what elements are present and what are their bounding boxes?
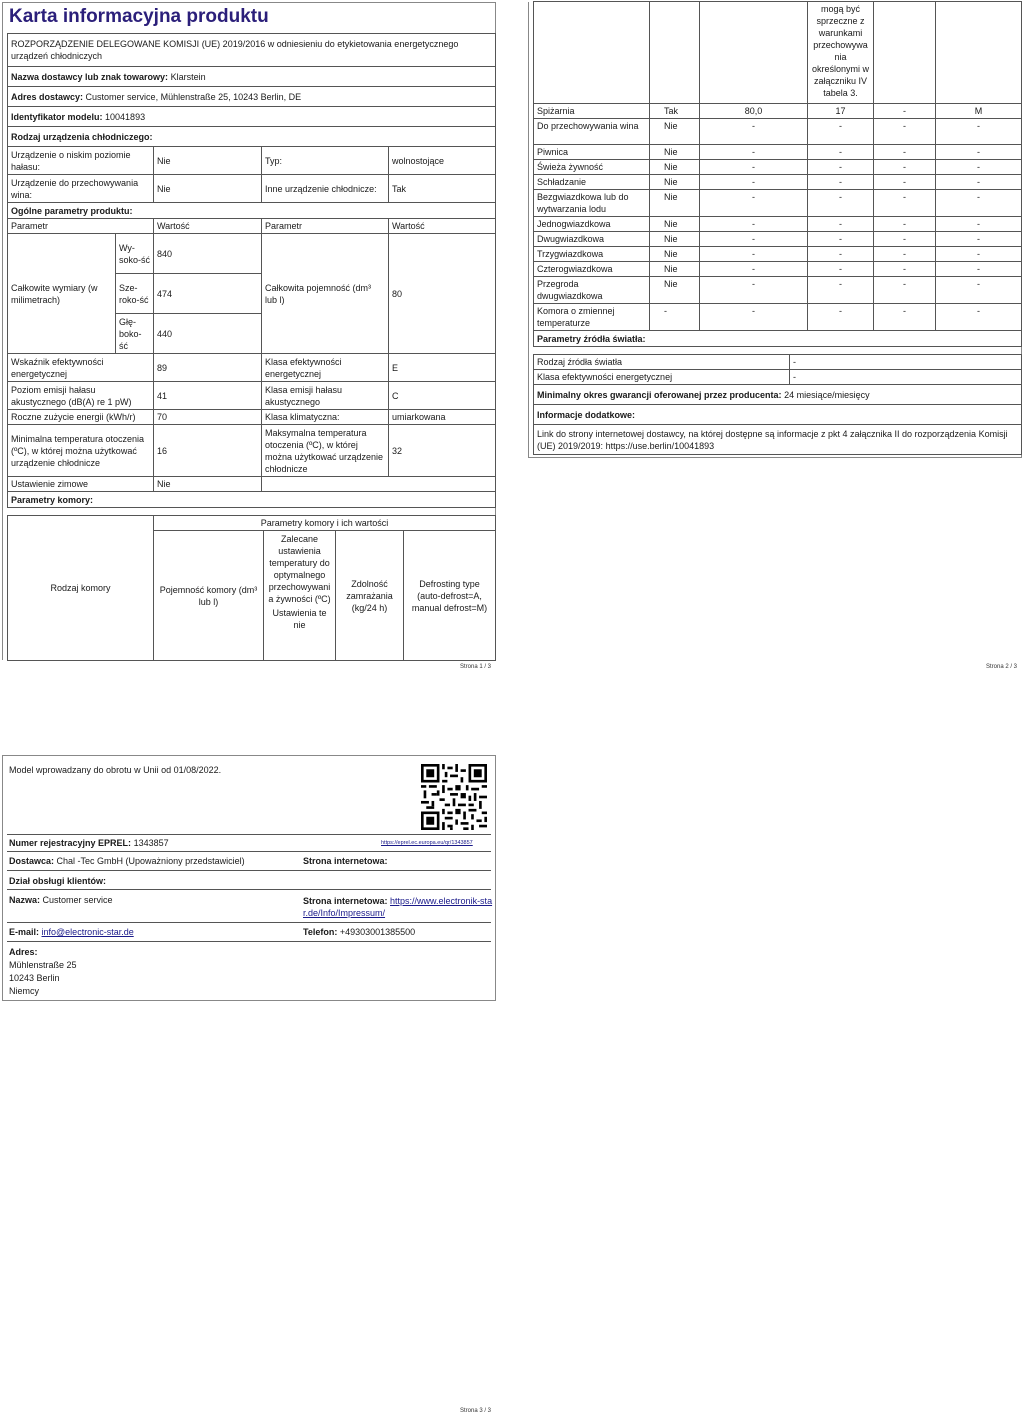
comp-volume-label: Pojemność komory (dm³ lub l) [154, 531, 264, 661]
compartment-present: Nie [650, 217, 700, 232]
compartment-temp: - [808, 232, 874, 247]
dealer-row: Dostawca: Chal -Tec GmbH (Upoważniony przedstawiciel) [9, 856, 245, 866]
comp-params-label: Parametry komory i ich wartości [154, 516, 496, 531]
additional-heading: Informacje dodatkowe: [534, 405, 1022, 425]
light-class-value: - [790, 370, 1022, 385]
compartment-name: Jednogwiazdkowa [534, 217, 650, 232]
page-number-2: Strona 2 / 3 [986, 664, 1018, 670]
height-label: Wy-soko-ść [116, 234, 154, 274]
compartment-defrost: - [936, 304, 1022, 331]
compartment-freeze: - [874, 232, 936, 247]
comp-temp-label: Zalecane ustawienia temperatury do optymalnego przechowywania żywności (ºC) Ustawienia te nie [264, 531, 336, 661]
light-class-label: Klasa efektywności energetycznej [534, 370, 790, 385]
other-label: Inne urządzenie chłodnicze: [262, 175, 389, 203]
compartment-row [534, 190, 1022, 217]
light-heading: Parametry źródła światła: [534, 331, 1022, 347]
compartment-freeze: - [874, 190, 936, 217]
page-number-1: Strona 1 / 3 [460, 664, 492, 670]
light-type-label: Rodzaj źródła światła [534, 355, 790, 370]
compartment-freeze: - [874, 145, 936, 160]
header-param-2: Parametr [262, 219, 389, 234]
compartment-volume: - [700, 232, 808, 247]
compartment-present: Tak [650, 104, 700, 119]
model-row: Identyfikator modelu: 10041893 [8, 107, 496, 127]
compartment-defrost: - [936, 119, 1022, 145]
noise-label: Poziom emisji hałasu akustycznego (dB(A) re 1 pW) [8, 382, 154, 410]
compartment-volume: - [700, 175, 808, 190]
compartment-defrost: - [936, 190, 1022, 217]
width-label: Sze-roko-ść [116, 274, 154, 314]
page-2 [528, 2, 1022, 458]
compartment-defrost: - [936, 217, 1022, 232]
eprel-link[interactable]: https://eprel.ec.europa.eu/qr/1343857 [381, 840, 473, 846]
eei-value: 89 [154, 354, 262, 382]
compartment-freeze: - [874, 160, 936, 175]
compartment-row [534, 217, 1022, 232]
compartment-name: Dwugwiazdkowa [534, 232, 650, 247]
customer-service-heading: Dział obsługi klientów: [9, 876, 107, 886]
energy-label: Roczne zużycie energii (kWh/r) [8, 410, 154, 425]
product-info-table [7, 33, 496, 508]
noise-class-label: Klasa emisji hałasu akustycznego [262, 382, 389, 410]
compartment-present: Nie [650, 145, 700, 160]
comp-type-label: Rodzaj komory [8, 516, 154, 661]
page-title: Karta informacyjna produktu [9, 6, 269, 27]
compartment-defrost: - [936, 247, 1022, 262]
compartment-present: Nie [650, 119, 700, 145]
compartment-freeze: - [874, 119, 936, 145]
eclass-value: E [389, 354, 496, 382]
compartment-name: Spiżarnia [534, 104, 650, 119]
eclass-label: Klasa efektywności energetycznej [262, 354, 389, 382]
compartment-freeze: - [874, 175, 936, 190]
compartment-name: Komora o zmiennej temperaturze [534, 304, 650, 331]
comp-temp-continued: mogą być sprzeczne z warunkami przechowywania określonymi w załączniku IV tabela 3. [808, 2, 874, 104]
compartment-row [534, 119, 1022, 145]
compartment-volume: - [700, 304, 808, 331]
address-row: Adres dostawcy: Customer service, Mühlenstraße 25, 10243 Berlin, DE [8, 87, 496, 107]
supplier-row: Nazwa dostawcy lub znak towarowy: Klarstein [8, 67, 496, 87]
compartment-name: Bezgwiazdkowa lub do wytwarzania lodu [534, 190, 650, 217]
compartment-present: Nie [650, 190, 700, 217]
compartment-temp: - [808, 160, 874, 175]
maxtemp-value: 32 [389, 425, 496, 477]
compartment-freeze: - [874, 217, 936, 232]
mintemp-label: Minimalna temperatura otoczenia (ºC), w której można użytkować urządzenie chłodnicze [8, 425, 154, 477]
typ-value: wolnostojące [389, 147, 496, 175]
supplier-link[interactable]: https://use.berlin/10041893 [605, 440, 715, 451]
compartment-present: - [650, 304, 700, 331]
mintemp-value: 16 [154, 425, 262, 477]
website-label: Strona internetowa: [303, 856, 388, 866]
compartment-temp: - [808, 175, 874, 190]
warranty-row: Minimalny okres gwarancji oferowanej przez producenta: 24 miesiące/miesięcy [534, 385, 1022, 405]
winter-label: Ustawienie zimowe [8, 477, 154, 492]
width-value: 474 [154, 274, 262, 314]
wine-label: Urządzenie do przechowywania wina: [8, 175, 154, 203]
maxtemp-label: Maksymalna temperatura otoczenia (ºC), w której można użytkować urządzenie chłodnicze [262, 425, 389, 477]
email-link[interactable]: info@electronic-star.de [41, 927, 134, 937]
header-value: Wartość [154, 219, 262, 234]
eei-label: Wskaźnik efektywności energetycznej [8, 354, 154, 382]
compartment-name: Świeża żywność [534, 160, 650, 175]
compartment-temp: - [808, 247, 874, 262]
compartment-present: Nie [650, 175, 700, 190]
compartment-temp: - [808, 304, 874, 331]
comp-defrost-label: Defrosting type (auto-defrost=A, manual defrost=M) [404, 531, 496, 661]
compartment-temp: - [808, 119, 874, 145]
compartment-defrost: M [936, 104, 1022, 119]
noise-class-value: C [389, 382, 496, 410]
compartment-row [534, 277, 1022, 304]
winter-value: Nie [154, 477, 262, 492]
depth-label: Głę-boko-ść [116, 314, 154, 354]
height-value: 840 [154, 234, 262, 274]
compartment-name: Czterogwiazdkowa [534, 262, 650, 277]
eprel-row: Numer rejestracyjny EPREL: 1343857 [9, 838, 169, 848]
compartment-defrost: - [936, 232, 1022, 247]
compartment-volume: - [700, 190, 808, 217]
comp-freeze-label: Zdolność zamrażania (kg/24 h) [336, 531, 404, 661]
header-value-2: Wartość [389, 219, 496, 234]
supplier-link-row: Link do strony internetowej dostawcy, na której dostępne są informacje z pkt 4 załącznika II do rozporządzenia Komisji (UE) 2019/2019: https://use.berlin/10041893 [534, 425, 1022, 455]
compartment-defrost: - [936, 262, 1022, 277]
compartment-row [534, 262, 1022, 277]
compartment-temp: - [808, 190, 874, 217]
page-3 [2, 755, 496, 1001]
compartment-temp: - [808, 277, 874, 304]
compartment-name: Trzygwiazdkowa [534, 247, 650, 262]
compartment-header-table [7, 515, 496, 661]
compartment-freeze: - [874, 104, 936, 119]
compartment-present: Nie [650, 232, 700, 247]
low-noise-value: Nie [154, 147, 262, 175]
appliance-type-heading: Rodzaj urządzenia chłodniczego: [8, 127, 496, 147]
compartment-volume: 80,0 [700, 104, 808, 119]
compartment-row [534, 232, 1022, 247]
compartment-name: Do przechowywania wina [534, 119, 650, 145]
volume-label: Całkowita pojemność (dm³ lub l) [262, 234, 389, 354]
compartment-defrost: - [936, 277, 1022, 304]
other-value: Tak [389, 175, 496, 203]
compartment-name: Schładzanie [534, 175, 650, 190]
low-noise-label: Urządzenie o niskim poziomie hałasu: [8, 147, 154, 175]
page-1 [2, 2, 496, 660]
noise-value: 41 [154, 382, 262, 410]
typ-label: Typ: [262, 147, 389, 175]
compartment-values-table [533, 1, 1022, 347]
compartment-present: Nie [650, 277, 700, 304]
energy-value: 70 [154, 410, 262, 425]
compartment-row [534, 175, 1022, 190]
name-row: Nazwa: Customer service [9, 895, 113, 905]
qr-code-icon[interactable] [421, 764, 487, 830]
general-heading: Ogólne parametry produktu: [8, 203, 496, 219]
compartment-temp: 17 [808, 104, 874, 119]
compartment-temp: - [808, 262, 874, 277]
website2-row: Strona internetowa: https://www.electronik-star.de/Info/Impressum/ [303, 896, 493, 918]
compartment-defrost: - [936, 145, 1022, 160]
compartment-defrost: - [936, 175, 1022, 190]
phone-row: Telefon: +49303001385500 [303, 927, 416, 937]
page-number-3: Strona 3 / 3 [460, 1408, 492, 1414]
compartment-freeze: - [874, 262, 936, 277]
compartment-freeze: - [874, 304, 936, 331]
compartment-name: Przegroda dwugwiazdkowa [534, 277, 650, 304]
header-param: Parametr [8, 219, 154, 234]
compartment-volume: - [700, 277, 808, 304]
email-row: E-mail: info@electronic-star.de [9, 927, 134, 937]
compartment-volume: - [700, 160, 808, 175]
compartment-freeze: - [874, 247, 936, 262]
wine-value: Nie [154, 175, 262, 203]
compartment-volume: - [700, 217, 808, 232]
compartment-volume: - [700, 247, 808, 262]
address-block: Adres: Mühlenstraße 25 10243 Berlin Niemcy [9, 947, 77, 996]
compartment-row [534, 304, 1022, 331]
regulation-text: ROZPORZĄDZENIE DELEGOWANE KOMISJI (UE) 2019/2016 w odniesieniu do etykietowania energetycznego urządzeń chłodniczych [8, 34, 496, 67]
compartment-row [534, 145, 1022, 160]
climate-label: Klasa klimatyczna: [262, 410, 389, 425]
depth-value: 440 [154, 314, 262, 354]
compartment-present: Nie [650, 160, 700, 175]
website2-link[interactable]: https://www.electronik-star.de/Info/Impressum/ [303, 896, 493, 918]
compartment-heading: Parametry komory: [8, 492, 496, 508]
compartment-volume: - [700, 145, 808, 160]
compartment-present: Nie [650, 262, 700, 277]
compartment-temp: - [808, 145, 874, 160]
dims-label: Całkowite wymiary (w milimetrach) [8, 234, 116, 354]
intro-text: Model wprowadzany do obrotu w Unii od 01/08/2022. [9, 765, 222, 775]
compartment-defrost: - [936, 160, 1022, 175]
compartment-present: Nie [650, 247, 700, 262]
compartment-row [534, 247, 1022, 262]
compartment-name: Piwnica [534, 145, 650, 160]
compartment-volume: - [700, 119, 808, 145]
compartment-volume: - [700, 262, 808, 277]
volume-value: 80 [389, 234, 496, 354]
compartment-row [534, 104, 1022, 119]
light-type-value: - [790, 355, 1022, 370]
compartment-row [534, 160, 1022, 175]
climate-value: umiarkowana [389, 410, 496, 425]
compartment-freeze: - [874, 277, 936, 304]
light-table [533, 354, 1022, 455]
compartment-temp: - [808, 217, 874, 232]
